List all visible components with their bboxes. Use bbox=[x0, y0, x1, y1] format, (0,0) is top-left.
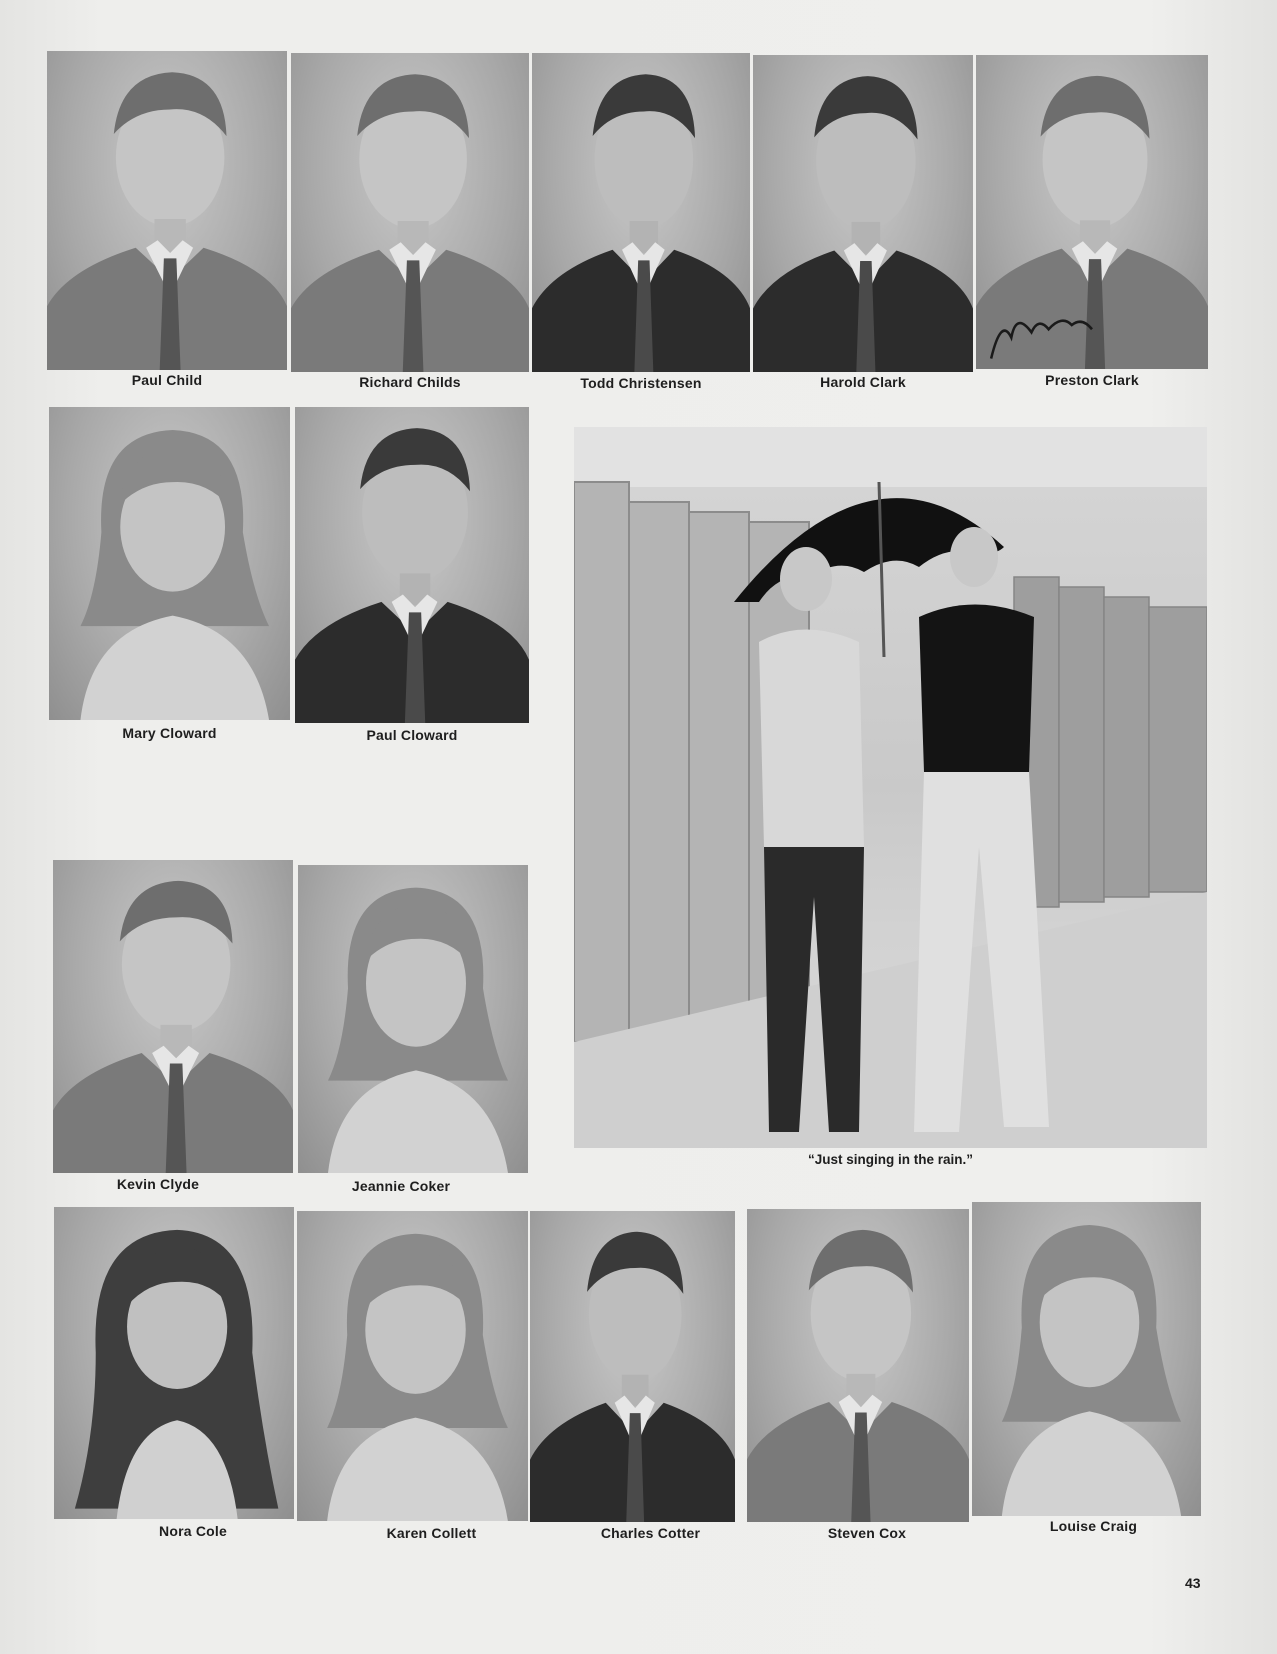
portrait-photo bbox=[530, 1211, 735, 1522]
portrait-photo bbox=[297, 1211, 528, 1521]
portrait-photo bbox=[47, 51, 287, 370]
student-name: Jeannie Coker bbox=[351, 1178, 451, 1194]
page-number: 43 bbox=[1185, 1575, 1201, 1591]
student-name: Richard Childs bbox=[359, 374, 461, 390]
candid-photo-umbrella bbox=[574, 427, 1207, 1148]
student-name: Todd Christensen bbox=[580, 375, 702, 391]
student-name: Charles Cotter bbox=[600, 1525, 701, 1541]
portrait-photo bbox=[747, 1209, 969, 1522]
portrait-photo bbox=[54, 1207, 294, 1519]
portrait-photo bbox=[295, 407, 529, 723]
student-name: Harold Clark bbox=[820, 374, 906, 390]
portrait-photo bbox=[53, 860, 293, 1173]
student-name: Paul Child bbox=[131, 372, 203, 388]
student-name: Nora Cole bbox=[159, 1523, 227, 1539]
student-name: Mary Cloward bbox=[122, 725, 217, 741]
portrait-photo bbox=[976, 55, 1208, 369]
portrait-photo bbox=[49, 407, 290, 720]
student-name: Karen Collett bbox=[386, 1525, 477, 1541]
photo-caption: “Just singing in the rain.” bbox=[807, 1152, 973, 1167]
student-name: Kevin Clyde bbox=[116, 1176, 200, 1192]
portrait-photo bbox=[532, 53, 750, 372]
student-name: Steven Cox bbox=[827, 1525, 907, 1541]
portrait-photo bbox=[291, 53, 529, 372]
portrait-photo bbox=[972, 1202, 1201, 1516]
student-name: Paul Cloward bbox=[366, 727, 458, 743]
student-name: Preston Clark bbox=[1045, 372, 1139, 388]
portrait-photo bbox=[753, 55, 973, 372]
student-name: Louise Craig bbox=[1049, 1518, 1138, 1534]
portrait-photo bbox=[298, 865, 528, 1173]
